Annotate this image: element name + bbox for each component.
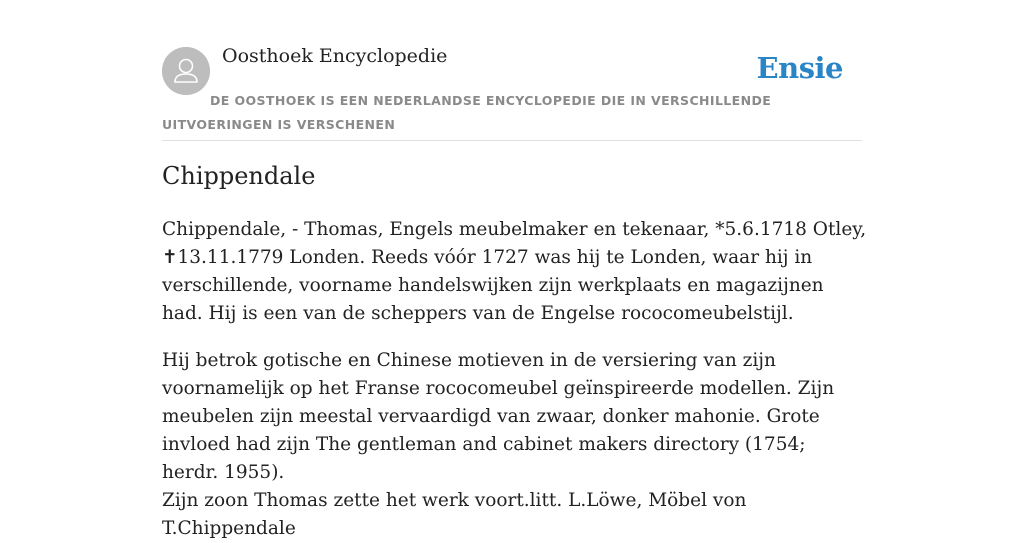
- article-paragraph-3: Zijn zoon Thomas zette het werk voort.litt. L.Löwe, Möbel von T.Chippendale: [162, 490, 747, 539]
- content-container: [162, 0, 867, 539]
- site-tagline: DE OOSTHOEK IS EEN NEDERLANDSE ENCYCLOPEDIE DIE IN VERSCHILLENDE UITVOERINGEN IS VERSCHENEN: [162, 93, 772, 132]
- article-paragraph-1: Chippendale, - Thomas, Engels meubelmaker en tekenaar, *5.6.1718 Otley, ✝13.11.1779 Londen. Reeds vóór 1727 was hij te Londen, waar hij in verschillende, voorname handelswijken zijn werkplaats en magazijnen had. Hij is een van de scheppers van de Engelse rococomeubelstijl.: [162, 219, 867, 324]
- site-header: [162, 0, 862, 141]
- article-paragraph-2: Hij betrok gotische en Chinese motieven in de versiering van zijn voornamelijk op het Franse rococomeubel geïnspireerde modellen. Zijn meubelen zijn meestal vervaardigd van zwaar, donker mahonie. Grote invloed had zijn The gentleman and cabinet makers directory (1754; herdr. 1955).: [162, 350, 835, 483]
- site-name[interactable]: Oosthoek Encyclopedie: [222, 45, 448, 67]
- brand-logo[interactable]: Ensie: [756, 51, 843, 85]
- user-avatar-icon[interactable]: [162, 47, 210, 95]
- article-title: Chippendale: [162, 162, 316, 190]
